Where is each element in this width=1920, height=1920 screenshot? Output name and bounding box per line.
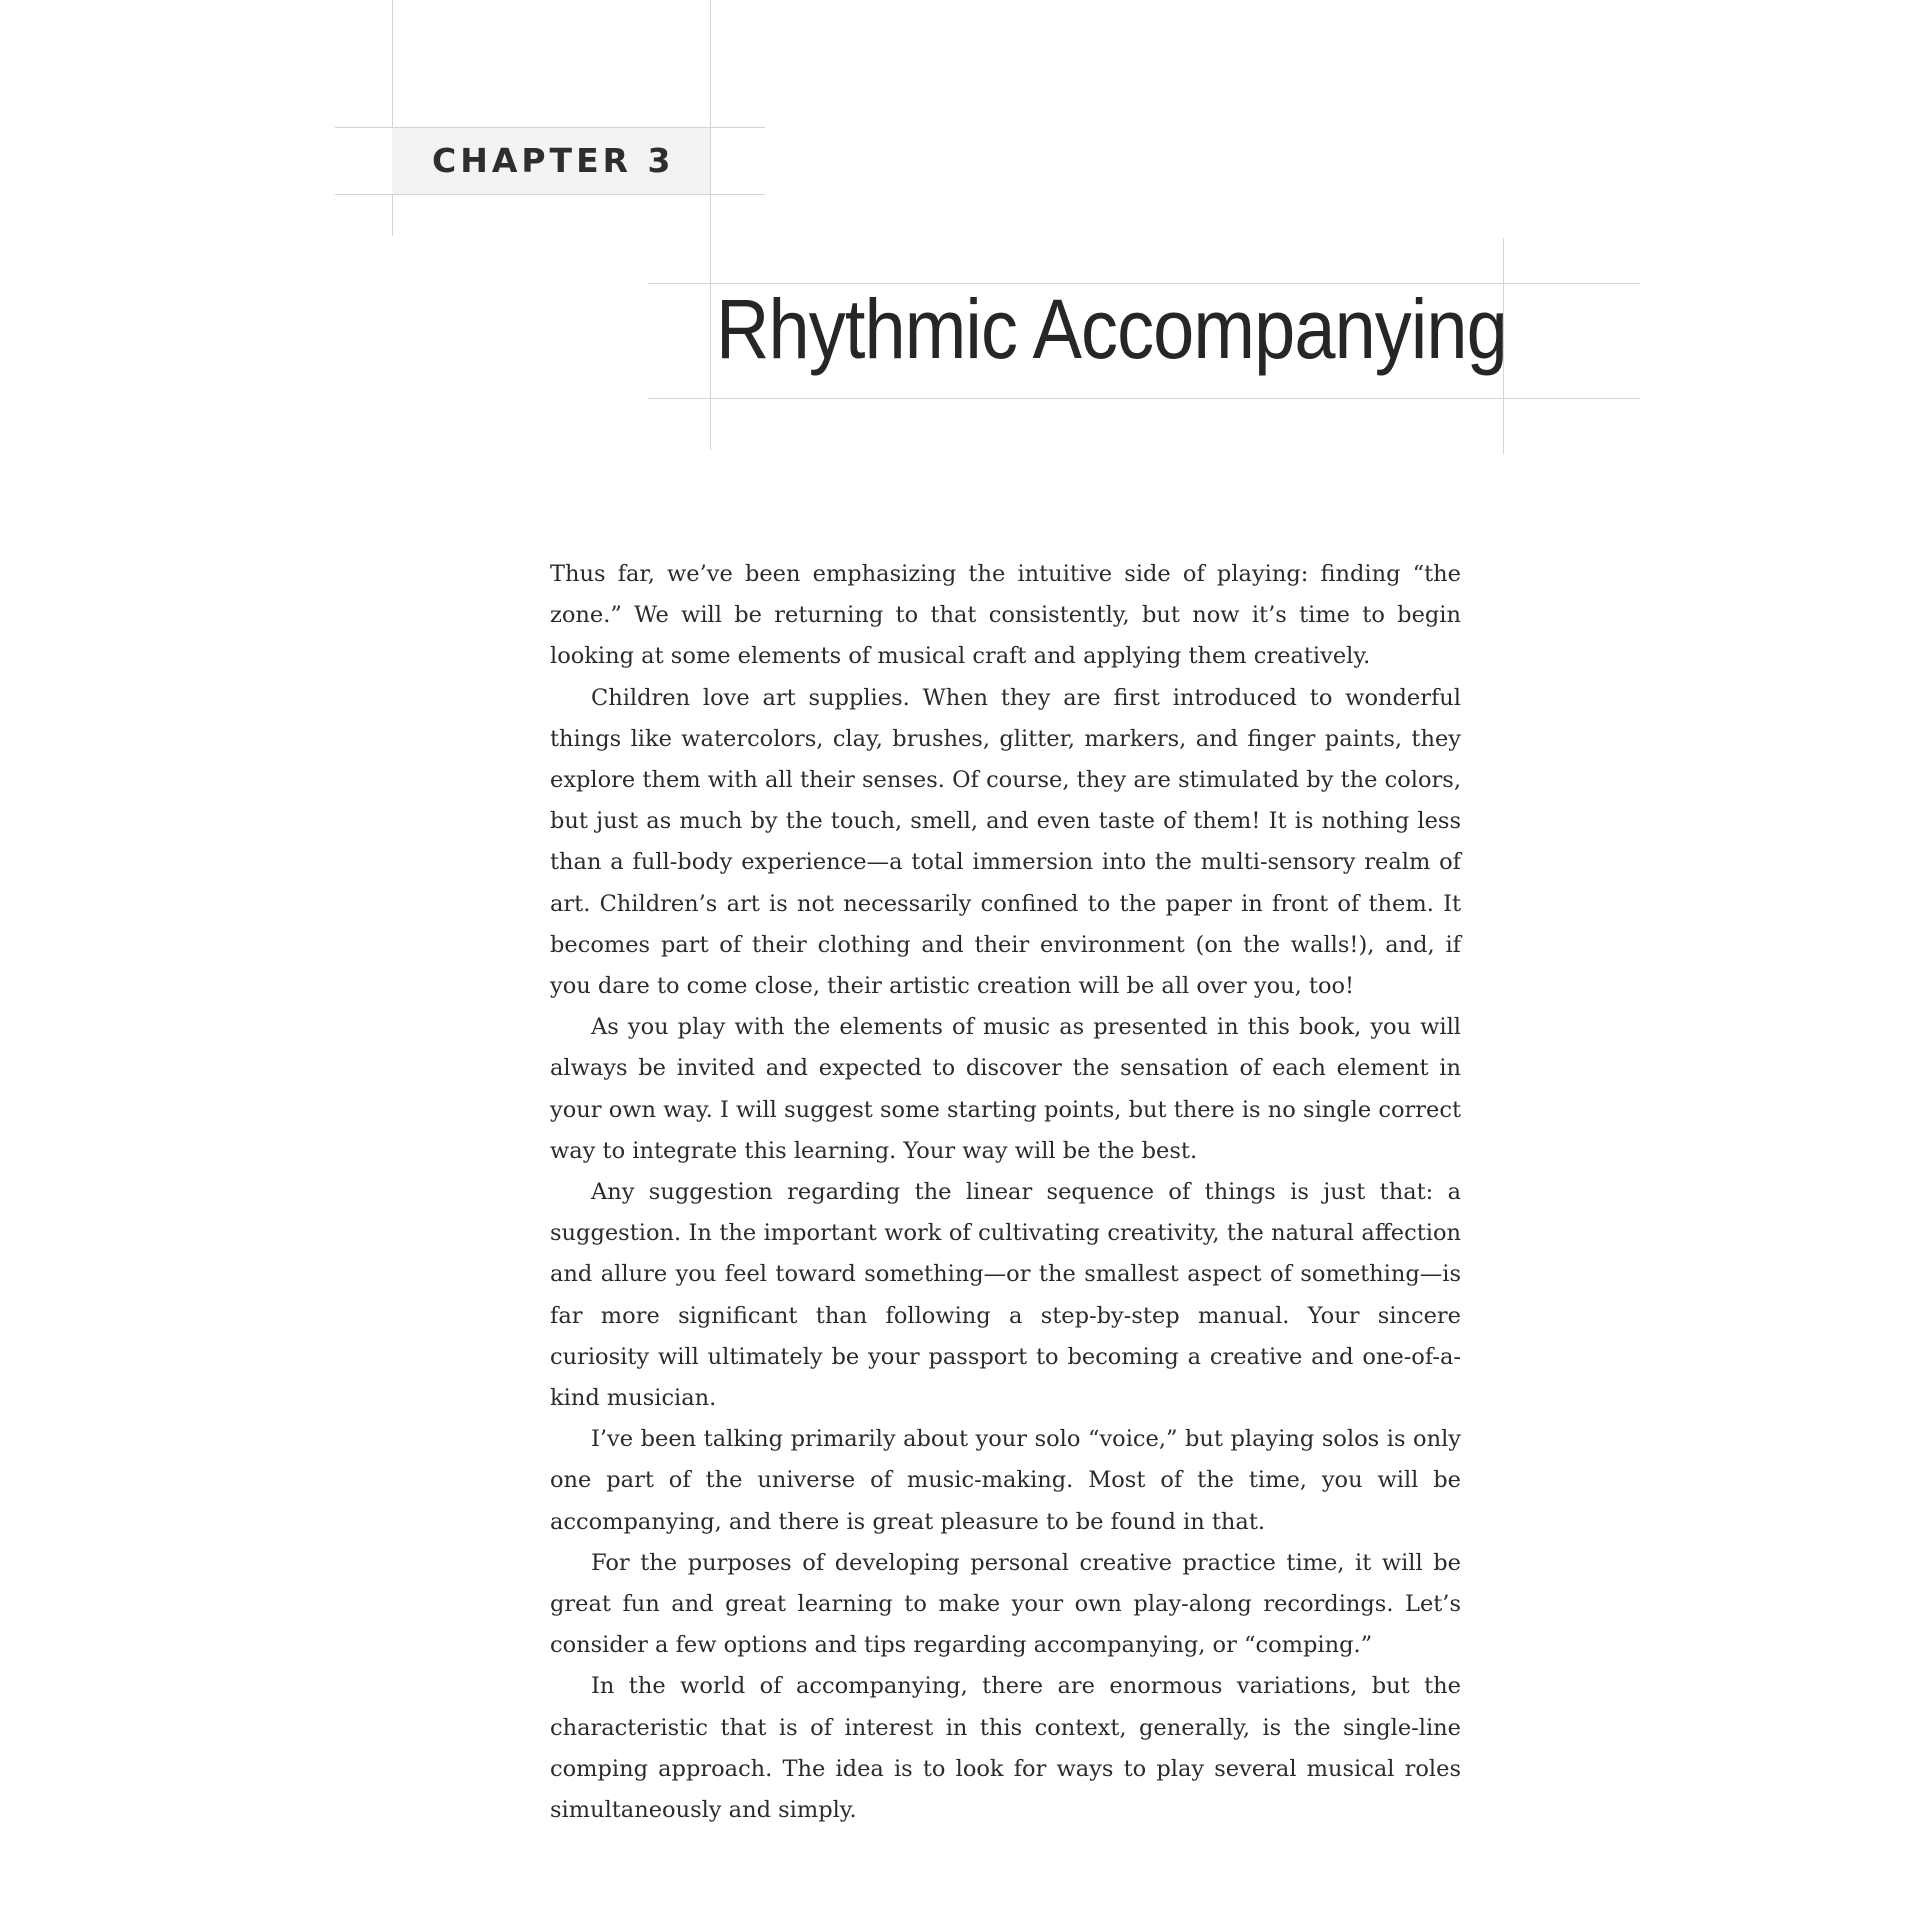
paragraph-3: As you play with the elements of music as presented in this book, you will always be invited and expected to discover the sensation of each element in your own way. I will suggest some starting points, but there is no single correct way to integrate this learning. Your way will be the best. — [550, 1014, 1461, 1164]
paragraph-5: I’ve been talking primarily about your solo “voice,” but playing solos is only one part of the universe of music-making. Most of the time, you will be accompanying, and there is great pleasure to be found in that. — [550, 1426, 1461, 1535]
title-rule-bottom — [648, 398, 1640, 399]
chapter-label: CHAPTER 3 — [432, 141, 675, 180]
chapter-rule-bottom — [335, 194, 765, 195]
paragraph-7: In the world of accompanying, there are enormous variations, but the characteristic that is of interest in this context, generally, is the single-line comping approach. The idea is to look for ways to play several musical roles simultaneously and simply. — [550, 1673, 1461, 1824]
body-text — [550, 554, 1461, 1831]
paragraph-6: For the purposes of developing personal creative practice time, it will be great fun and great learning to make your own play-along recordings. Let’s consider a few options and tips regarding accompanying, or “comping.” — [550, 1549, 1461, 1659]
paragraph-2: Children love art supplies. When they are first introduced to wonderful things like watercolors, clay, brushes, glitter, markers, and finger paints, they explore them with all their senses. Of course, they are stimulated by the colors, but just as much by the touch, smell, and even taste of them! It is nothing less than a full-body experience—a total immersion into the multi-sensory realm of art. Children’s art is not necessarily confined to the paper in front of them. It becomes part of their clothing and their environment (on the walls!), and, if you dare to come close, their artistic creation will be all over you, too! — [550, 684, 1461, 1000]
chapter-rule-left — [392, 0, 393, 236]
chapter-title: Rhythmic Accompanying — [716, 282, 1507, 376]
paragraph-4: Any suggestion regarding the linear sequence of things is just that: a suggestion. In the important work of cultivating creativity, the natural affection and allure you feel toward something—or the smallest aspect of something—is far more significant than following a step-by-step manual. Your sincere curiosity will ultimately be your passport to becoming a creative and one-of-a-kind musician. — [550, 1179, 1461, 1412]
paragraph-1: Thus far, we’ve been emphasizing the intuitive side of playing: finding “the zone.” We will be returning to that consistently, but now it’s time to begin looking at some elements of musical craft and applying them creatively. — [550, 561, 1461, 670]
chapter-rule-right — [710, 0, 711, 450]
